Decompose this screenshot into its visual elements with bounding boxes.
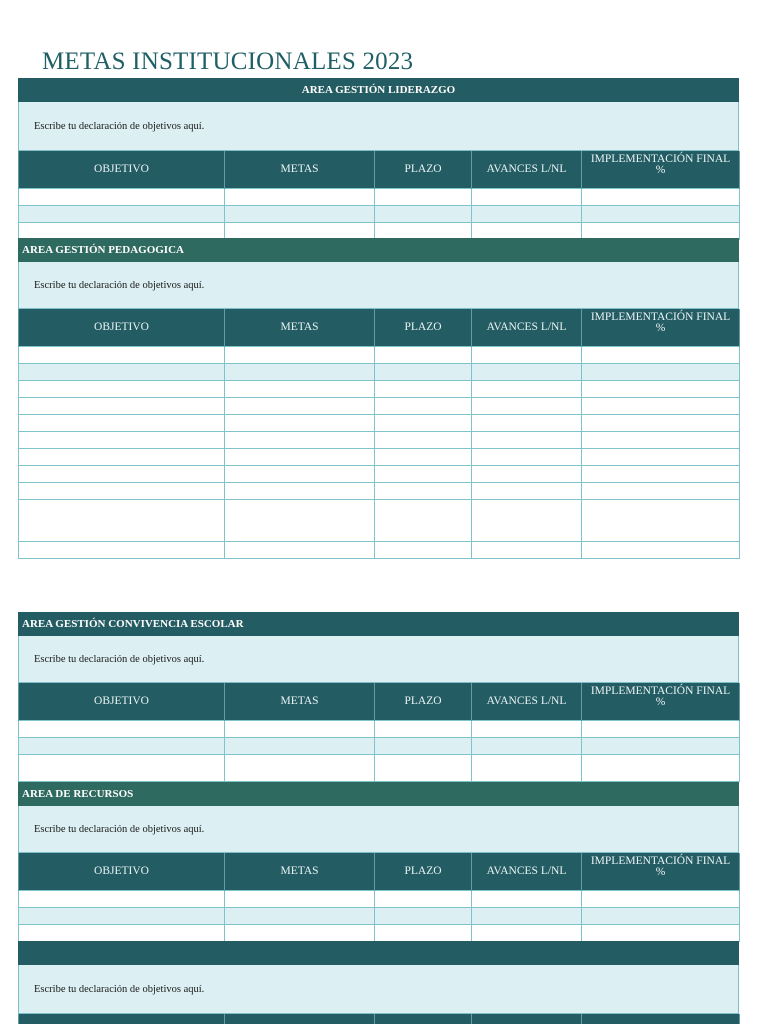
objective-statement-field[interactable]: Escribe tu declaración de objetivos aquí.	[18, 262, 739, 309]
section-header: AREA GESTIÓN LIDERAZGO	[18, 78, 739, 102]
table-row[interactable]	[19, 398, 740, 415]
column-header-objetivo	[19, 1014, 225, 1024]
goals-table	[18, 853, 740, 942]
section-pedagogica	[18, 238, 739, 559]
column-header-plazo: PLAZO	[375, 309, 472, 347]
implementacion-label: IMPLEMENTACIÓN FINAL	[590, 153, 731, 165]
table-row[interactable]	[19, 925, 740, 942]
column-header-plazo: PLAZO	[375, 151, 472, 189]
column-header-implementacion	[582, 151, 740, 189]
table-row[interactable]	[19, 721, 740, 738]
implementacion-label: IMPLEMENTACIÓN FINAL	[590, 685, 731, 697]
table-row[interactable]	[19, 432, 740, 449]
section-liderazgo	[18, 78, 739, 240]
column-header-avances: AVANCES L/NL	[472, 151, 582, 189]
table-row[interactable]	[19, 206, 740, 223]
column-header-metas: METAS	[225, 151, 375, 189]
column-header-implementacion	[582, 309, 740, 347]
section-header	[18, 941, 739, 965]
column-header-avances	[472, 1014, 582, 1024]
column-header-implementacion	[582, 1014, 740, 1024]
table-header-row	[19, 853, 740, 891]
column-header-plazo: PLAZO	[375, 683, 472, 721]
table-row[interactable]	[19, 364, 740, 381]
column-header-objetivo: OBJETIVO	[19, 309, 225, 347]
implementacion-percent: %	[655, 322, 666, 334]
table-row[interactable]	[19, 891, 740, 908]
goals-table	[18, 309, 740, 559]
table-header-row	[19, 309, 740, 347]
objective-statement-field[interactable]: Escribe tu declaración de objetivos aquí.	[18, 806, 739, 853]
goals-table	[18, 683, 740, 782]
table-header-row	[19, 683, 740, 721]
objective-statement-field[interactable]: Escribe tu declaración de objetivos aquí.	[18, 636, 739, 683]
column-header-plazo: PLAZO	[375, 853, 472, 891]
goals-table	[18, 1014, 740, 1024]
implementacion-label: IMPLEMENTACIÓN FINAL	[590, 855, 731, 867]
section-header: AREA GESTIÓN PEDAGOGICA	[18, 238, 739, 262]
goals-table	[18, 151, 740, 240]
column-header-metas: METAS	[225, 853, 375, 891]
table-row[interactable]	[19, 908, 740, 925]
column-header-implementacion	[582, 853, 740, 891]
section-recursos	[18, 782, 739, 942]
table-row[interactable]	[19, 500, 740, 542]
section-header: AREA GESTIÓN CONVIVENCIA ESCOLAR	[18, 612, 739, 636]
table-row[interactable]	[19, 755, 740, 782]
table-row[interactable]	[19, 449, 740, 466]
table-row[interactable]	[19, 542, 740, 559]
section-convivencia	[18, 612, 739, 782]
column-header-metas: METAS	[225, 309, 375, 347]
column-header-objetivo: OBJETIVO	[19, 683, 225, 721]
objective-statement-field[interactable]: Escribe tu declaración de objetivos aquí.	[18, 102, 739, 151]
column-header-objetivo: OBJETIVO	[19, 853, 225, 891]
column-header-avances: AVANCES L/NL	[472, 683, 582, 721]
column-header-plazo	[375, 1014, 472, 1024]
objective-statement-field[interactable]: Escribe tu declaración de objetivos aquí.	[18, 965, 739, 1014]
table-row[interactable]	[19, 483, 740, 500]
column-header-avances: AVANCES L/NL	[472, 309, 582, 347]
column-header-metas: METAS	[225, 683, 375, 721]
implementacion-percent: %	[655, 696, 666, 708]
implementacion-percent: %	[655, 164, 666, 176]
column-header-avances: AVANCES L/NL	[472, 853, 582, 891]
section-header: AREA DE RECURSOS	[18, 782, 739, 806]
table-row[interactable]	[19, 466, 740, 483]
table-row[interactable]	[19, 189, 740, 206]
table-row[interactable]	[19, 223, 740, 240]
table-row[interactable]	[19, 738, 740, 755]
table-header-row	[19, 151, 740, 189]
column-header-implementacion	[582, 683, 740, 721]
table-header-row	[19, 1014, 740, 1024]
section-untitled	[18, 941, 739, 1024]
column-header-metas	[225, 1014, 375, 1024]
implementacion-percent: %	[655, 866, 666, 878]
column-header-objetivo: OBJETIVO	[19, 151, 225, 189]
table-row[interactable]	[19, 381, 740, 398]
page-title: METAS INSTITUCIONALES 2023	[42, 48, 414, 75]
table-row[interactable]	[19, 415, 740, 432]
table-row[interactable]	[19, 347, 740, 364]
implementacion-label: IMPLEMENTACIÓN FINAL	[590, 311, 731, 323]
